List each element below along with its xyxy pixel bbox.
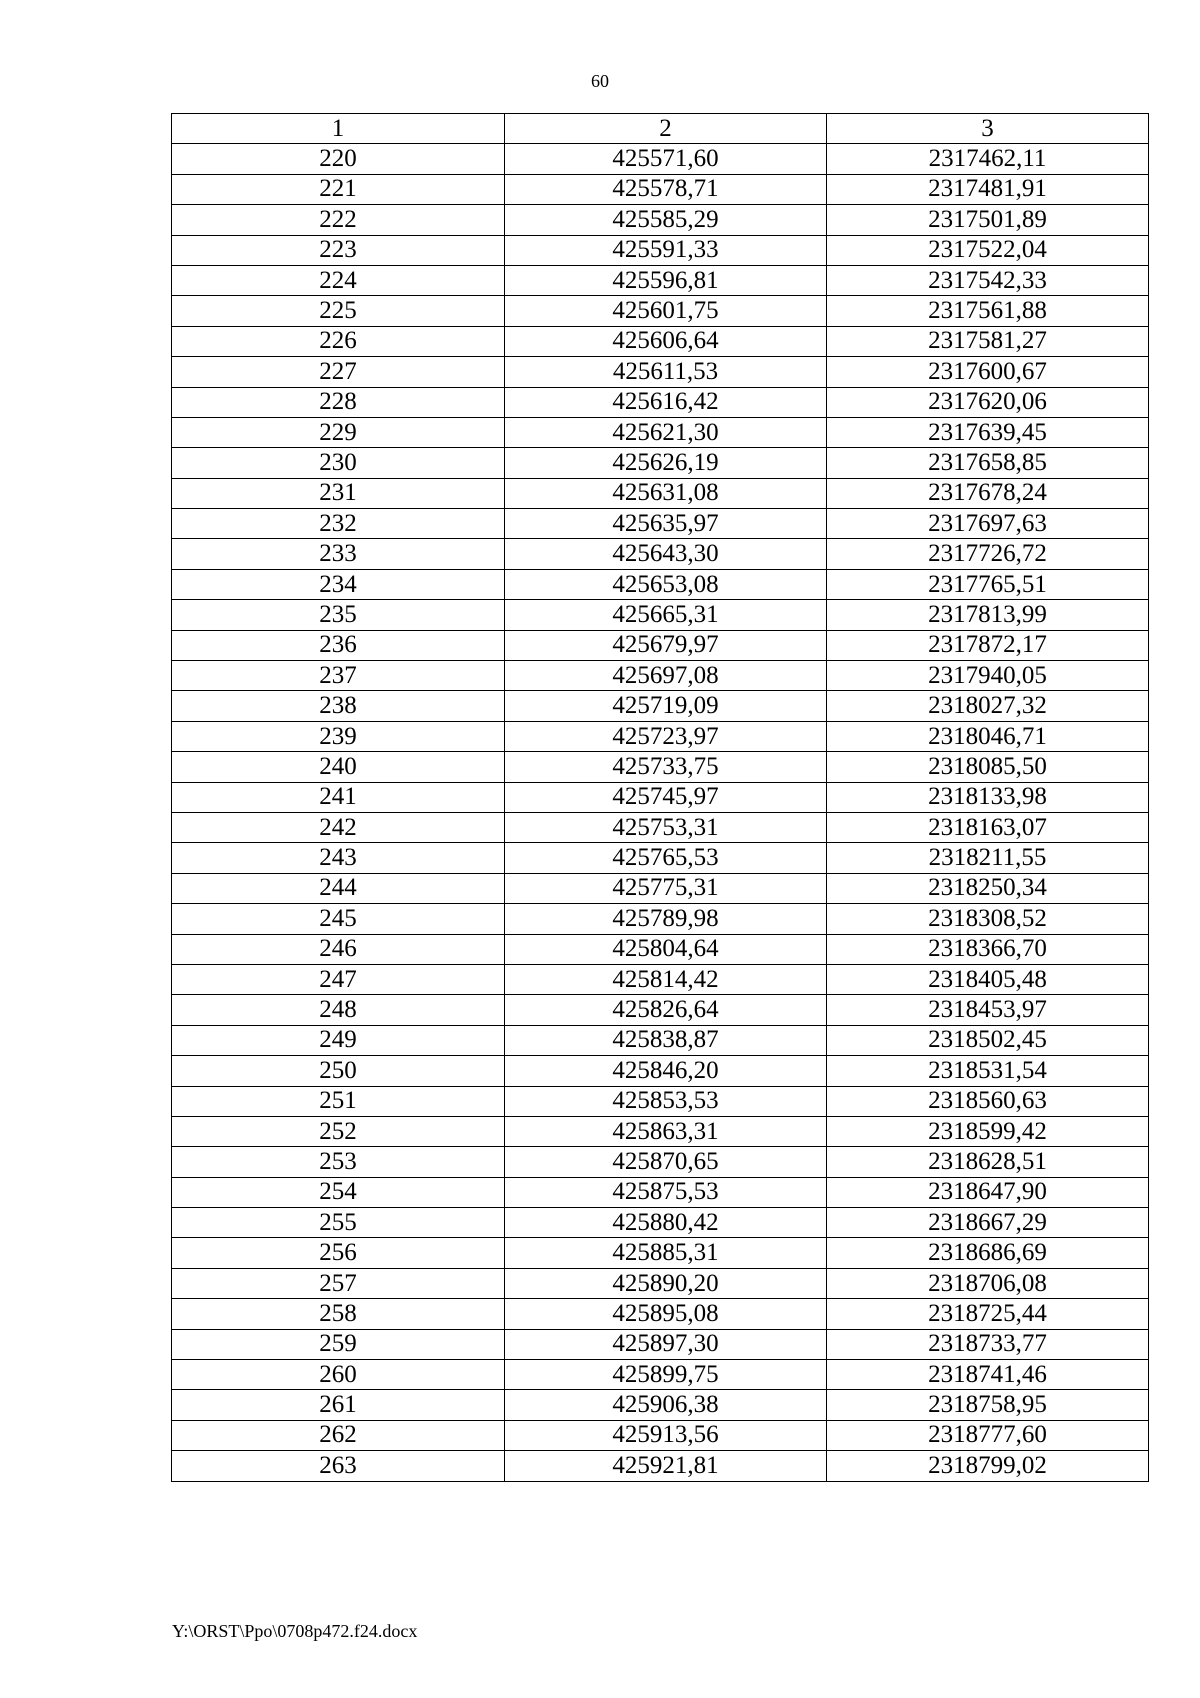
point-number-cell: 258 [172,1299,505,1329]
coordinate-y-cell: 2317697,63 [827,509,1149,539]
table-row [172,1238,1149,1268]
coordinate-y-cell: 2318777,60 [827,1420,1149,1450]
coordinate-y-cell: 2317940,05 [827,661,1149,691]
coordinate-x-cell: 425626,19 [505,448,827,478]
coordinate-x-cell: 425897,30 [505,1329,827,1359]
table-row [172,782,1149,812]
coordinate-x-cell: 425885,31 [505,1238,827,1268]
coordinate-x-cell: 425814,42 [505,964,827,994]
coordinate-x-cell: 425906,38 [505,1390,827,1420]
coordinate-x-cell: 425621,30 [505,417,827,447]
coordinate-x-cell: 425697,08 [505,661,827,691]
coordinate-y-cell: 2318133,98 [827,782,1149,812]
table-row [172,417,1149,447]
point-number-cell: 236 [172,630,505,660]
coordinate-y-cell: 2317522,04 [827,235,1149,265]
point-number-cell: 237 [172,661,505,691]
page-number: 60 [591,71,609,91]
table-body [172,144,1149,1481]
coordinate-x-cell: 425606,64 [505,326,827,356]
coordinate-x-cell: 425921,81 [505,1451,827,1481]
coordinate-y-cell: 2317658,85 [827,448,1149,478]
table-row [172,1329,1149,1359]
point-number-cell: 235 [172,600,505,630]
coordinate-y-cell: 2318628,51 [827,1147,1149,1177]
point-number-cell: 251 [172,1086,505,1116]
coordinate-y-cell: 2318667,29 [827,1208,1149,1238]
coordinate-y-cell: 2318647,90 [827,1177,1149,1207]
point-number-cell: 256 [172,1238,505,1268]
coordinate-x-cell: 425578,71 [505,174,827,204]
coordinate-x-cell: 425890,20 [505,1268,827,1298]
coordinate-x-cell: 425804,64 [505,934,827,964]
table-row [172,509,1149,539]
coordinate-y-cell: 2318366,70 [827,934,1149,964]
coordinate-x-cell: 425765,53 [505,843,827,873]
point-number-cell: 232 [172,509,505,539]
table-row [172,1360,1149,1390]
point-number-cell: 238 [172,691,505,721]
table-row [172,1025,1149,1055]
coordinate-x-cell: 425585,29 [505,205,827,235]
point-number-cell: 261 [172,1390,505,1420]
table-row [172,1420,1149,1450]
table-row [172,843,1149,873]
table-row [172,1268,1149,1298]
table-row [172,1451,1149,1481]
coordinate-y-cell: 2317813,99 [827,600,1149,630]
coordinate-y-cell: 2318163,07 [827,812,1149,842]
table-row [172,296,1149,326]
table-row [172,1116,1149,1146]
coordinate-x-cell: 425723,97 [505,721,827,751]
coordinate-x-cell: 425616,42 [505,387,827,417]
point-number-cell: 246 [172,934,505,964]
table-row [172,600,1149,630]
point-number-cell: 234 [172,569,505,599]
coordinate-x-cell: 425591,33 [505,235,827,265]
point-number-cell: 224 [172,265,505,295]
coordinate-y-cell: 2317726,72 [827,539,1149,569]
coordinate-x-cell: 425838,87 [505,1025,827,1055]
coordinate-x-cell: 425643,30 [505,539,827,569]
coordinates-table [171,113,1149,1482]
table-row [172,539,1149,569]
table-row [172,1208,1149,1238]
table-row [172,691,1149,721]
coordinate-x-cell: 425601,75 [505,296,827,326]
coordinate-x-cell: 425880,42 [505,1208,827,1238]
coordinate-y-cell: 2318027,32 [827,691,1149,721]
point-number-cell: 243 [172,843,505,873]
coordinate-x-cell: 425679,97 [505,630,827,660]
point-number-cell: 253 [172,1147,505,1177]
coordinate-y-cell: 2318733,77 [827,1329,1149,1359]
coordinate-y-cell: 2318725,44 [827,1299,1149,1329]
coordinate-x-cell: 425775,31 [505,873,827,903]
table-row [172,995,1149,1025]
point-number-cell: 249 [172,1025,505,1055]
point-number-cell: 226 [172,326,505,356]
table-row [172,326,1149,356]
table-row [172,448,1149,478]
column-header-2: 2 [505,114,827,144]
coordinate-y-cell: 2317678,24 [827,478,1149,508]
table-row [172,265,1149,295]
coordinate-x-cell: 425895,08 [505,1299,827,1329]
table-row [172,873,1149,903]
table-row [172,904,1149,934]
coordinate-y-cell: 2318686,69 [827,1238,1149,1268]
table-row [172,1056,1149,1086]
coordinate-y-cell: 2318250,34 [827,873,1149,903]
point-number-cell: 227 [172,357,505,387]
point-number-cell: 222 [172,205,505,235]
point-number-cell: 252 [172,1116,505,1146]
table-row [172,174,1149,204]
coordinate-y-cell: 2318599,42 [827,1116,1149,1146]
coordinate-y-cell: 2318405,48 [827,964,1149,994]
point-number-cell: 248 [172,995,505,1025]
table-row [172,144,1149,174]
point-number-cell: 229 [172,417,505,447]
point-number-cell: 221 [172,174,505,204]
coordinate-y-cell: 2317542,33 [827,265,1149,295]
table-row [172,1177,1149,1207]
point-number-cell: 250 [172,1056,505,1086]
coordinate-x-cell: 425789,98 [505,904,827,934]
coordinate-x-cell: 425913,56 [505,1420,827,1450]
point-number-cell: 260 [172,1360,505,1390]
coordinate-x-cell: 425571,60 [505,144,827,174]
point-number-cell: 255 [172,1208,505,1238]
coordinate-x-cell: 425631,08 [505,478,827,508]
table-row [172,661,1149,691]
table-row [172,205,1149,235]
table-row [172,357,1149,387]
coordinate-x-cell: 425826,64 [505,995,827,1025]
point-number-cell: 262 [172,1420,505,1450]
coordinate-x-cell: 425753,31 [505,812,827,842]
coordinate-x-cell: 425665,31 [505,600,827,630]
point-number-cell: 254 [172,1177,505,1207]
coordinate-x-cell: 425719,09 [505,691,827,721]
point-number-cell: 245 [172,904,505,934]
coordinate-y-cell: 2317561,88 [827,296,1149,326]
table-row [172,1147,1149,1177]
coordinate-y-cell: 2317620,06 [827,387,1149,417]
coordinate-x-cell: 425870,65 [505,1147,827,1177]
point-number-cell: 233 [172,539,505,569]
coordinate-y-cell: 2318799,02 [827,1451,1149,1481]
coordinate-y-cell: 2318046,71 [827,721,1149,751]
coordinate-x-cell: 425863,31 [505,1116,827,1146]
coordinate-y-cell: 2318560,63 [827,1086,1149,1116]
point-number-cell: 228 [172,387,505,417]
coordinate-x-cell: 425853,53 [505,1086,827,1116]
coordinate-x-cell: 425596,81 [505,265,827,295]
table-row [172,1299,1149,1329]
table-row [172,387,1149,417]
point-number-cell: 247 [172,964,505,994]
footer-file-path: Y:\ORST\Ppo\0708p472.f24.docx [172,1621,418,1641]
point-number-cell: 242 [172,812,505,842]
table-row [172,752,1149,782]
table-row [172,1390,1149,1420]
table-row [172,569,1149,599]
coordinate-y-cell: 2317581,27 [827,326,1149,356]
point-number-cell: 239 [172,721,505,751]
table-row [172,964,1149,994]
coordinate-y-cell: 2318211,55 [827,843,1149,873]
table-row [172,721,1149,751]
coordinate-y-cell: 2318085,50 [827,752,1149,782]
coordinate-x-cell: 425635,97 [505,509,827,539]
point-number-cell: 257 [172,1268,505,1298]
coordinate-y-cell: 2317765,51 [827,569,1149,599]
coordinate-y-cell: 2317600,67 [827,357,1149,387]
table-row [172,812,1149,842]
coordinate-y-cell: 2318453,97 [827,995,1149,1025]
point-number-cell: 230 [172,448,505,478]
point-number-cell: 259 [172,1329,505,1359]
point-number-cell: 241 [172,782,505,812]
point-number-cell: 231 [172,478,505,508]
point-number-cell: 220 [172,144,505,174]
coordinate-y-cell: 2317501,89 [827,205,1149,235]
table-row [172,934,1149,964]
point-number-cell: 223 [172,235,505,265]
table-row [172,235,1149,265]
point-number-cell: 225 [172,296,505,326]
table-row [172,630,1149,660]
coordinate-x-cell: 425653,08 [505,569,827,599]
coordinate-y-cell: 2317872,17 [827,630,1149,660]
table-header-row [172,114,1149,144]
coordinate-y-cell: 2317639,45 [827,417,1149,447]
coordinate-x-cell: 425733,75 [505,752,827,782]
coordinate-y-cell: 2318706,08 [827,1268,1149,1298]
point-number-cell: 244 [172,873,505,903]
coordinate-y-cell: 2318741,46 [827,1360,1149,1390]
coordinate-x-cell: 425611,53 [505,357,827,387]
coordinate-x-cell: 425745,97 [505,782,827,812]
coordinate-y-cell: 2318758,95 [827,1390,1149,1420]
column-header-3: 3 [827,114,1149,144]
table-row [172,1086,1149,1116]
coordinate-y-cell: 2317481,91 [827,174,1149,204]
coordinate-y-cell: 2318502,45 [827,1025,1149,1055]
point-number-cell: 240 [172,752,505,782]
coordinate-y-cell: 2317462,11 [827,144,1149,174]
coordinate-x-cell: 425875,53 [505,1177,827,1207]
point-number-cell: 263 [172,1451,505,1481]
table-row [172,478,1149,508]
coordinate-x-cell: 425899,75 [505,1360,827,1390]
coordinate-y-cell: 2318308,52 [827,904,1149,934]
column-header-1: 1 [172,114,505,144]
coordinate-y-cell: 2318531,54 [827,1056,1149,1086]
coordinate-x-cell: 425846,20 [505,1056,827,1086]
